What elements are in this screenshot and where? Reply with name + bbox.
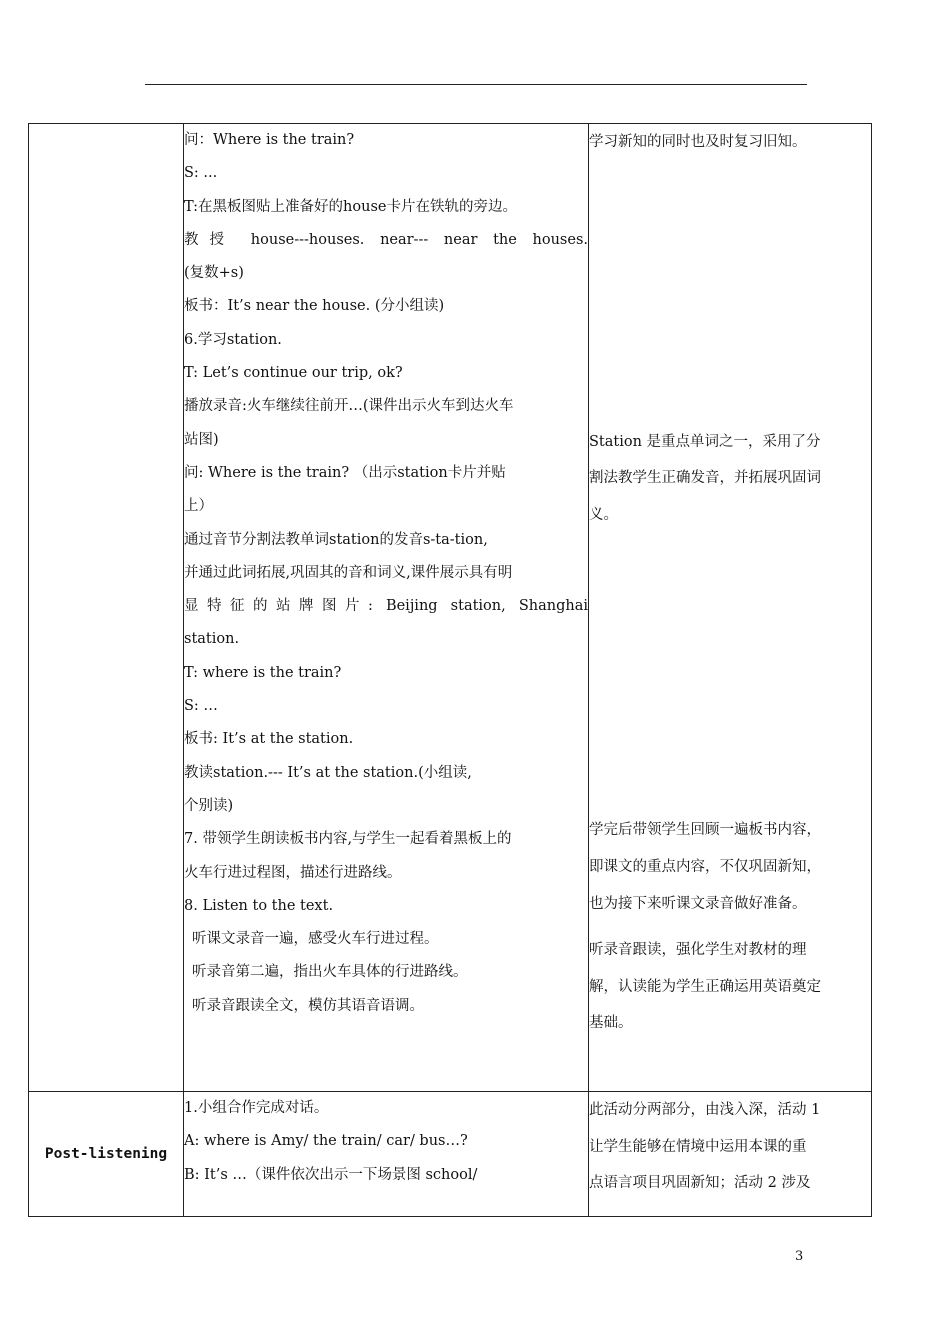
purpose-line: 也为接下来听课文录音做好准备。 [589, 895, 807, 912]
procedure-line: 并通过此词拓展,巩固其的音和词义,课件展示具有明 [184, 564, 513, 581]
purpose-line: 点语言项目巩固新知；活动 2 涉及 [589, 1175, 811, 1192]
procedure-line: S: ... [184, 165, 218, 182]
purpose-cell [589, 124, 872, 1092]
procedure-line: 显特征的站牌图片: Beijing station, Shanghai [184, 598, 588, 615]
procedure-line: 6.学习station. [184, 331, 282, 348]
table-row [29, 124, 872, 1092]
purpose-line: 即课文的重点内容，不仅巩固新知， [589, 858, 821, 875]
purpose-line: 义。 [589, 506, 618, 523]
procedure-line: 听课文录音一遍，感受火车行进过程。 [192, 931, 439, 948]
purpose-line: 学习新知的同时也及时复习旧知。 [589, 134, 807, 150]
procedure-line: 板书: It’s at the station. [184, 731, 354, 748]
purpose-line: 此活动分两部分，由浅入深，活动 1 [589, 1102, 821, 1118]
purpose-cell [589, 1092, 872, 1217]
purpose-line: 学完后带领学生回顾一遍板书内容， [589, 822, 821, 839]
procedure-line: 1.小组合作完成对话。 [184, 1100, 329, 1116]
purpose-line: 基础。 [589, 1015, 633, 1032]
procedure-line: A: where is Amy/ the train/ car/ bus…? [184, 1133, 468, 1150]
purpose-line: 听录音跟读，强化学生对教材的理 [589, 942, 807, 959]
lesson-plan-table [28, 123, 872, 1217]
purpose-line: Station 是重点单词之一，采用了分 [589, 433, 821, 450]
procedure-line: 个别读) [184, 797, 234, 814]
procedure-cell [184, 1092, 589, 1217]
procedure-line: 听录音跟读全文，模仿其语音语调。 [192, 997, 424, 1014]
procedure-line: T: Let’s continue our trip, ok? [184, 365, 403, 382]
procedure-line: station. [184, 631, 240, 648]
procedure-line: 7. 带领学生朗读板书内容,与学生一起看着黑板上的 [184, 831, 512, 848]
procedure-line: 教读station.--- It’s at the station.(小组读, [184, 764, 472, 781]
purpose-line: 割法教学生正确发音，并拓展巩固词 [589, 470, 821, 487]
header-rule [145, 84, 807, 85]
procedure-line: (复数+s) [184, 265, 244, 282]
page-number: 3 [795, 1249, 804, 1264]
procedure-line: S: … [184, 698, 218, 715]
procedure-line: 播放录音:火车继续往前开…(课件出示火车到达火车 [184, 398, 514, 415]
procedure-line: 板书：It’s near the house. (分小组读) [184, 298, 445, 315]
table-row [29, 1092, 872, 1217]
procedure-line: 听录音第二遍，指出火车具体的行进路线。 [192, 964, 468, 981]
stage-label: Post-listening [29, 1092, 184, 1217]
procedure-line: 上） [184, 498, 213, 515]
procedure-line: 通过音节分割法教单词station的发音s-ta-tion, [184, 531, 488, 548]
purpose-line: 让学生能够在情境中运用本课的重 [589, 1138, 807, 1155]
stage-cell [29, 124, 184, 1092]
procedure-line: 8. Listen to the text. [184, 897, 334, 914]
procedure-line: 问: Where is the train? （出示station卡片并贴 [184, 464, 506, 481]
procedure-line: 站图) [184, 431, 219, 448]
procedure-line: 问：Where is the train? [184, 132, 355, 148]
purpose-line: 解，认读能为学生正确运用英语奠定 [589, 978, 821, 995]
procedure-line: 教授 house---houses. near--- near the houses. [184, 231, 588, 248]
procedure-line: T:在黑板图贴上准备好的house卡片在铁轨的旁边。 [184, 198, 517, 215]
procedure-line: 火车行进过程图，描述行进路线。 [184, 864, 402, 881]
procedure-line: T: where is the train? [184, 664, 342, 681]
procedure-cell [184, 124, 589, 1092]
procedure-line: B: It’s …（课件依次出示一下场景图 school/ [184, 1166, 478, 1183]
